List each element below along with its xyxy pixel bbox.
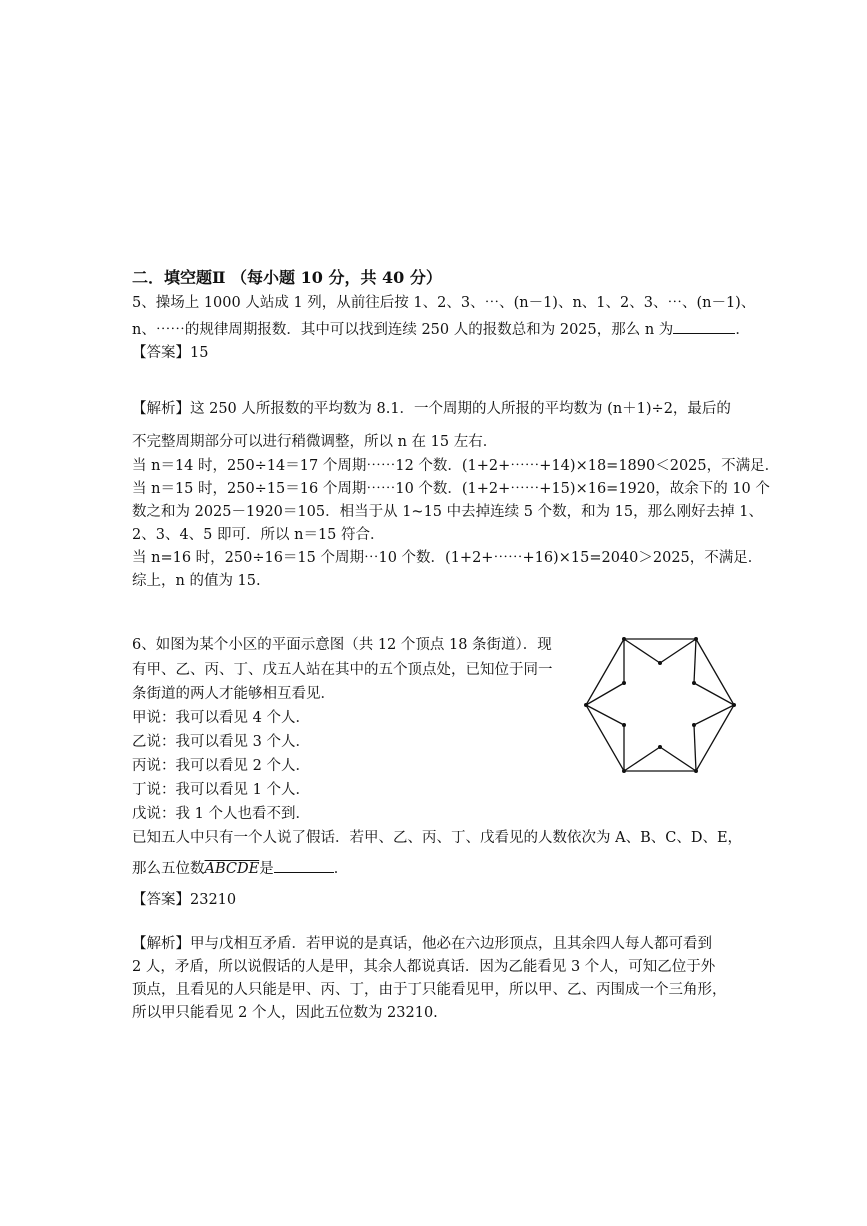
q5-stem-text: n、⋯⋯的规律周期报数．其中可以找到连续 250 人的报数总和为 2025，那么 n 为 bbox=[132, 322, 674, 338]
q5-analysis-line-7: 当 n=16 时，250÷16＝15 个周期⋯10 个数．(1+2+⋯⋯+16)×15=2040＞2025，不满足． bbox=[132, 550, 763, 566]
q6-last-prefix: 那么五位数 bbox=[132, 861, 205, 877]
q5-analysis-line-2: 不完整周期部分可以进行稍微调整，所以 n 在 15 左右． bbox=[132, 434, 498, 450]
q5-analysis-line-8: 综上，n 的值为 15. bbox=[132, 573, 261, 589]
vertex bbox=[622, 637, 626, 641]
q6-analysis-line-4: 所以甲只能看见 2 个人，因此五位数为 23210. bbox=[132, 1005, 438, 1021]
street bbox=[694, 639, 696, 683]
q6-analysis-line-1: 【解析】甲与戊相互矛盾．若甲说的是真话，他必在六边形顶点，且其余四人每人都可看到 bbox=[132, 936, 712, 952]
section-title: 二．填空题Ⅱ （每小题 10 分，共 40 分） bbox=[132, 268, 442, 287]
q6-analysis-line-2: 2 人，矛盾，所以说假话的人是甲，其余人都说真话．因为乙能看见 3 个人，可知乙位于外 bbox=[132, 959, 716, 975]
q6-number-overline: ABCDE bbox=[204, 861, 260, 877]
street bbox=[660, 639, 696, 663]
street bbox=[624, 639, 660, 663]
q5-answer-blank bbox=[673, 319, 735, 334]
street bbox=[624, 747, 660, 771]
q5-answer: 【答案】15 bbox=[132, 345, 209, 361]
vertex bbox=[694, 769, 698, 773]
q5-stem-line-1: 5、操场上 1000 人站成 1 列，从前往后按 1、2、3、⋯、(n－1)、n、1、2、3、⋯、(n－1)、 bbox=[132, 295, 756, 311]
q6-statement-jia: 甲说：我可以看见 4 个人． bbox=[132, 710, 310, 726]
q6-statement-ding: 丁说：我可以看见 1 个人． bbox=[132, 782, 310, 798]
vertex bbox=[732, 703, 736, 707]
vertex bbox=[584, 703, 588, 707]
vertex bbox=[658, 661, 662, 665]
q5-analysis-line-5: 数之和为 2025－1920＝105．相当于从 1~15 中去掉连续 5 个数，和为 15，那么刚好去掉 1、 bbox=[132, 504, 763, 520]
q6-statement-yi: 乙说：我可以看见 3 个人． bbox=[132, 734, 310, 750]
q6-last-end: ． bbox=[333, 861, 349, 877]
q6-last-suffix: 是 bbox=[259, 861, 274, 877]
vertex bbox=[622, 723, 626, 727]
q6-analysis-line-3: 顶点，且看见的人只能是甲、丙、丁，由于丁只能看见甲，所以甲、乙、丙围成一个三角形， bbox=[132, 982, 727, 998]
vertex bbox=[692, 681, 696, 685]
q6-stem-line-2: 有甲、乙、丙、丁、戊五人站在其中的五个顶点处，已知位于同一 bbox=[132, 662, 553, 678]
q6-statement-wu: 戊说：我 1 个人也看不到． bbox=[132, 806, 310, 822]
q5-analysis-line-1: 【解析】这 250 人所报数的平均数为 8.1．一个周期的人所报的平均数为 (n＋1)÷2，最后的 bbox=[132, 401, 731, 417]
street bbox=[660, 747, 696, 771]
q6-statement-bing: 丙说：我可以看见 2 个人． bbox=[132, 758, 310, 774]
q5-stem-line-2 bbox=[132, 319, 750, 341]
vertex bbox=[622, 769, 626, 773]
q6-stem-line-1: 6、如图为某个小区的平面示意图（共 12 个顶点 18 条街道）．现 bbox=[132, 637, 552, 653]
q5-analysis-line-4: 当 n＝15 时，250÷15＝16 个周期⋯⋯10 个数．(1+2+⋯⋯+15)×16=1920，故余下的 10 个 bbox=[132, 481, 770, 497]
q6-stem-line-9: 已知五人中只有一个人说了假话．若甲、乙、丙、丁、戊看见的人数依次为 A、B、C、D、E， bbox=[132, 830, 743, 846]
street bbox=[694, 725, 696, 771]
vertex bbox=[694, 637, 698, 641]
vertex bbox=[692, 723, 696, 727]
q5-analysis-line-6: 2、3、4、5 即可．所以 n＝15 符合． bbox=[132, 527, 385, 543]
q6-answer: 【答案】23210 bbox=[132, 892, 237, 908]
q5-analysis-line-3: 当 n＝14 时，250÷14＝17 个周期⋯⋯12 个数．(1+2+⋯⋯+14)×18=1890＜2025，不满足． bbox=[132, 458, 780, 474]
q5-stem-end: ． bbox=[735, 322, 750, 338]
q6-stem-line-3: 条街道的两人才能够相互看见． bbox=[132, 686, 335, 702]
street bbox=[586, 639, 624, 705]
q6-stem-last-line bbox=[132, 858, 348, 880]
vertex bbox=[622, 681, 626, 685]
vertex bbox=[658, 745, 662, 749]
neighborhood-map-diagram bbox=[580, 635, 740, 777]
q6-answer-blank bbox=[274, 858, 334, 873]
